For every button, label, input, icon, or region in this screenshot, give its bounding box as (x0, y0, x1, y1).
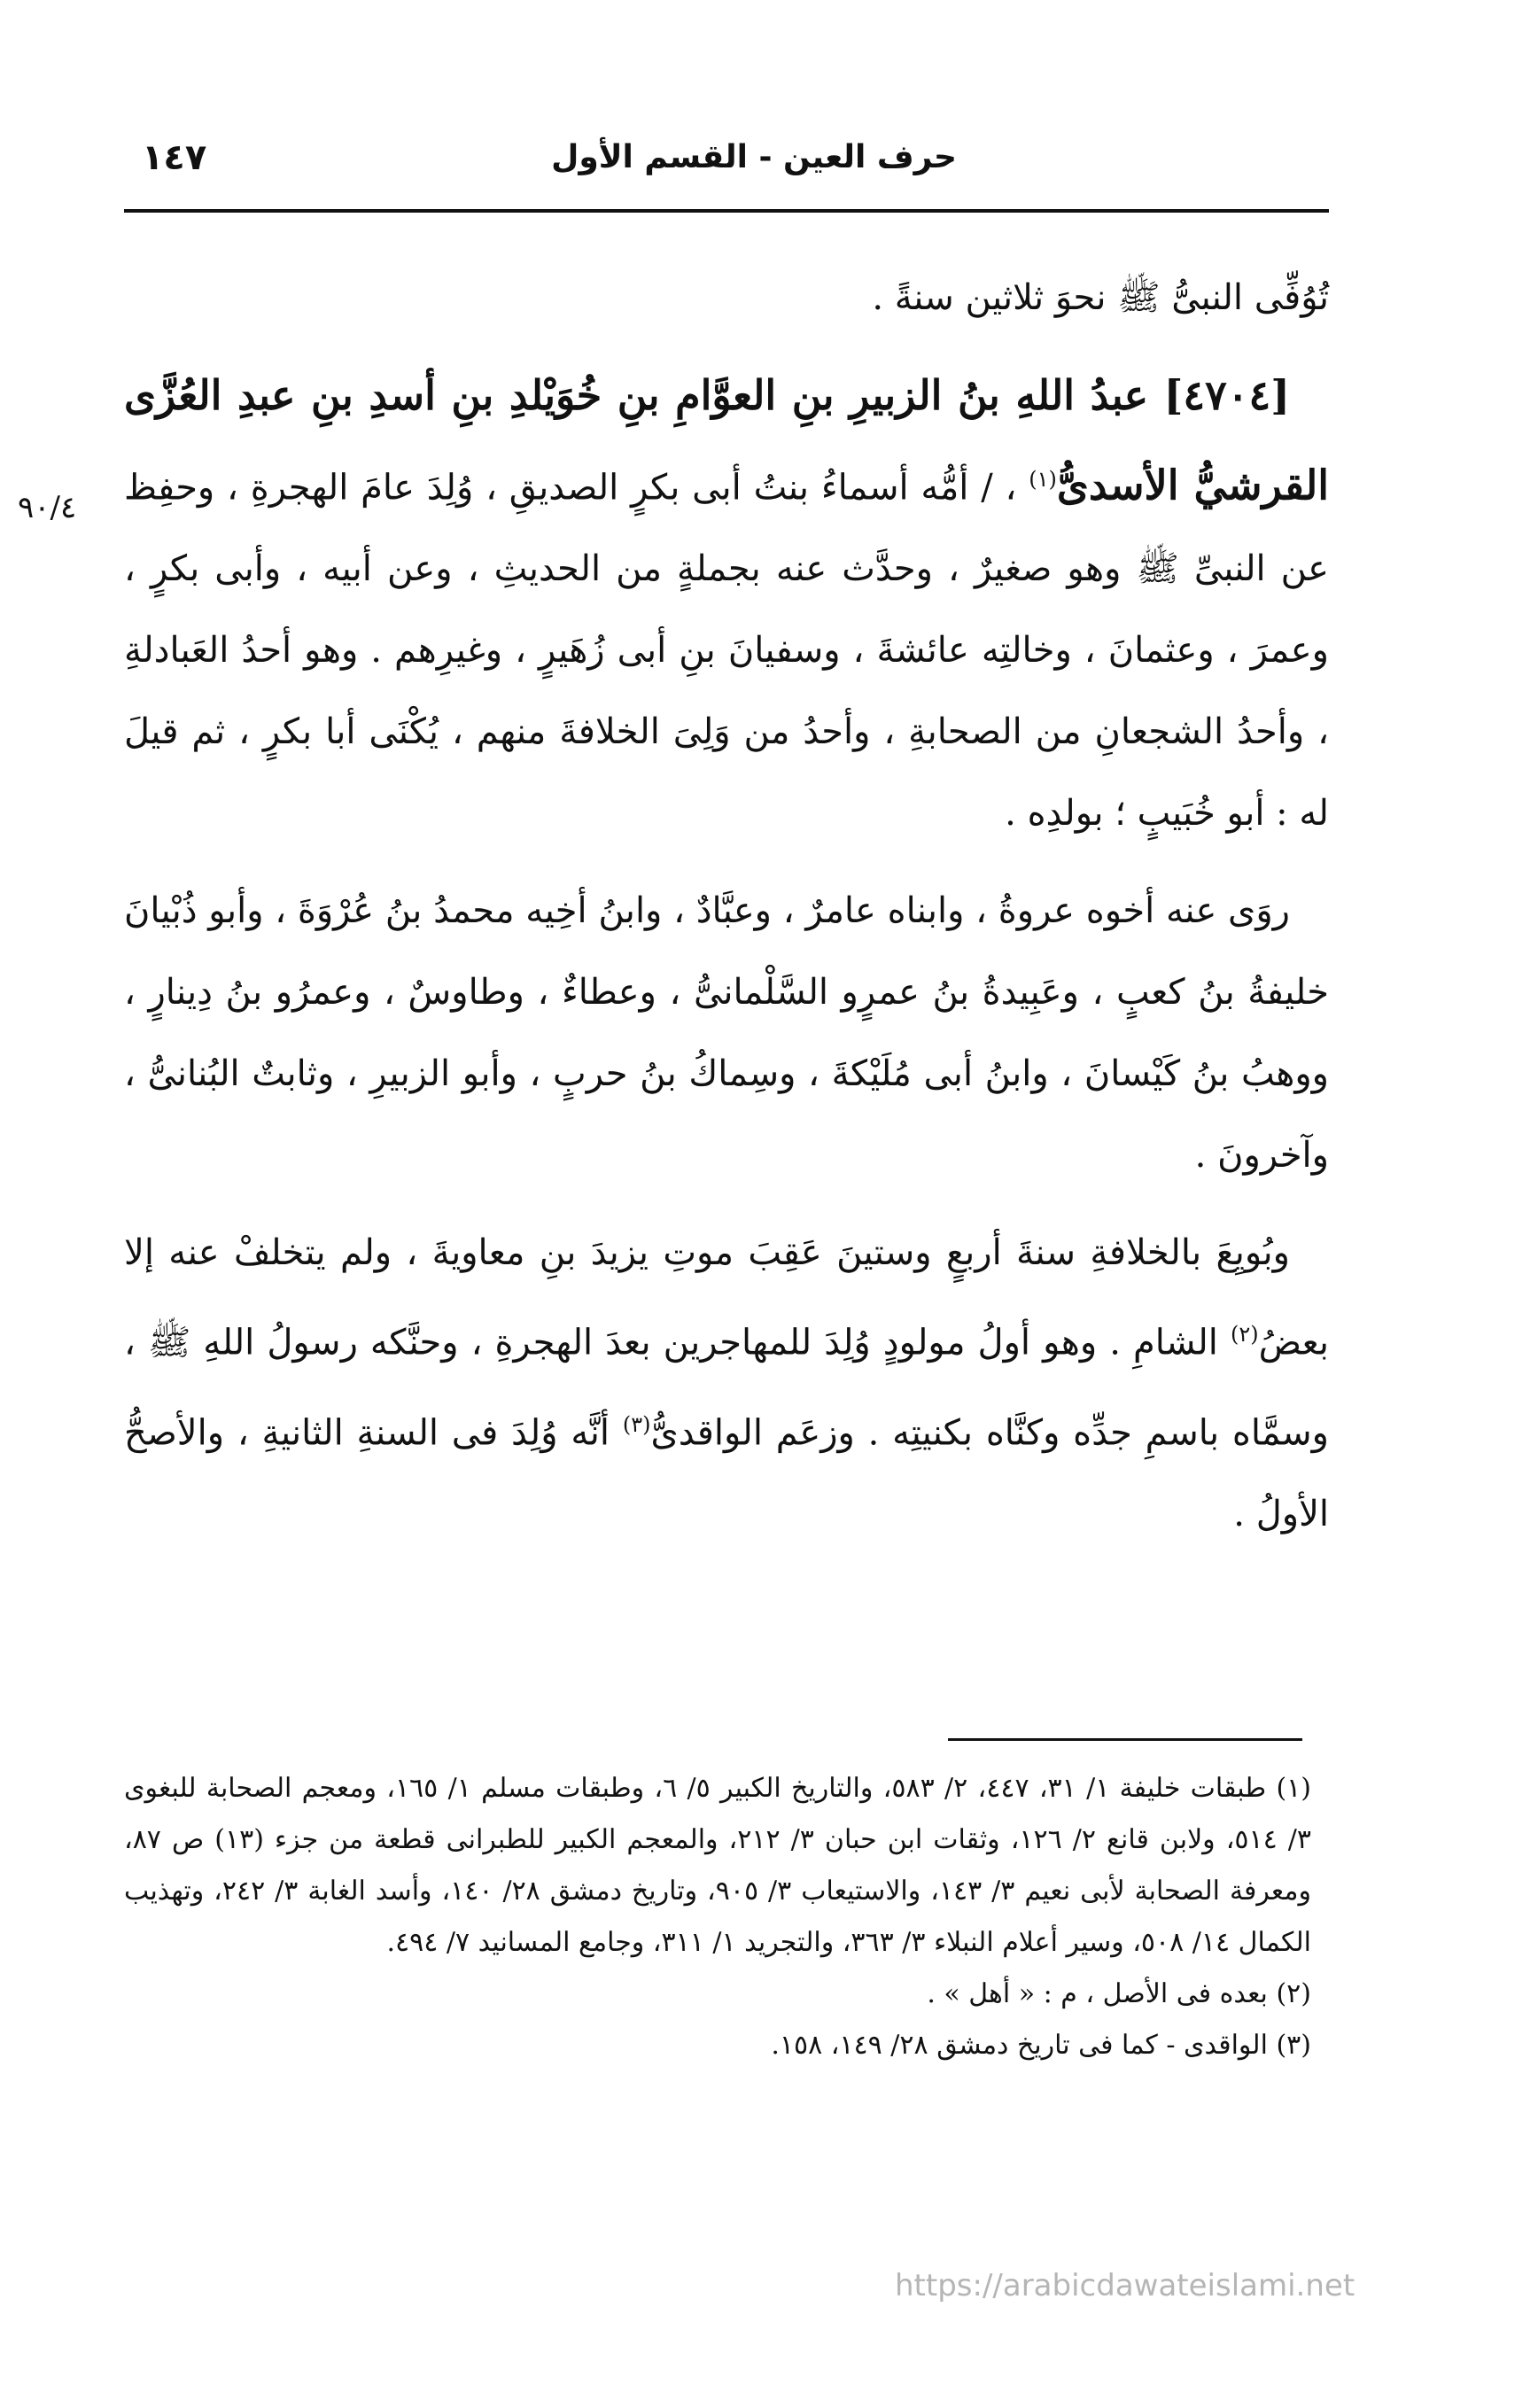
margin-reference: ٩٠/٤ (18, 490, 77, 525)
footnote-2: (٢) بعده فى الأصل ، م : « أهل » . (927, 1978, 1311, 2009)
header-rule (124, 209, 1329, 213)
paragraph-caliphate (124, 1212, 1329, 1555)
paragraph-narrators (124, 870, 1329, 1196)
footnote-separator (948, 1738, 1302, 1741)
footnote-1: (١) طبقات خليفة ١/ ٣١، ٤٤٧، ٢/ ٥٨٣، والتاريخ الكبير ٥/ ٦، وطبقات مسلم ١/ ١٦٥، ومعجم الصحابة للبغوى ٣/ ٥١٤، ولابن قانع ٢/ ١٢٦، وثقات ابن حبان ٣/ ٢١٢، والمعجم الكبير للطبرانى قطعة من جزء (١٣) ص ٨٧، ومعرفة الصحابة لأبى نعيم ٣/ ١٤٣، والاستيعاب ٣/ ٩٠٥، وتاريخ دمشق ٢٨/ ١٤٠، وأسد الغابة ٣/ ٢٤٢، وتهذيب الكمال ١٤/ ٥٠٨، وسير أعلام النبلاء ٣/ ٣٦٣، والتجريد ١/ ٣١١، وجامع المسانيد ٧/ ٤٩٤. (124, 1773, 1312, 1958)
intro-line: تُوُفِّى النبىُّ ﷺ نحوَ ثلاثين سنةً . (872, 277, 1329, 318)
page-header (124, 131, 1329, 193)
entry-heading: [٤٧٠٤] عبدُ اللهِ بنُ الزبيرِ بنِ العوَّامِ بنِ خُوَيْلدِ بنِ أسدِ بنِ عبدِ العُزَّى القرشيُّ الأسدىُّ (124, 371, 1329, 509)
watermark-url: https://arabicdawateislami.net (895, 2268, 1355, 2303)
running-title: حرف العين - القسم الأول (551, 139, 957, 175)
paragraph-entry (124, 354, 1329, 854)
caliphate-text-c: أنَّه وُلِدَ فى السنةِ الثانيةِ ، والأصحُّ الأولُ . (124, 1411, 1329, 1534)
page-number: ١٤٧ (142, 137, 207, 178)
entry-text: ، / أمُّه أسماءُ بنتُ أبى بكرٍ الصديقِ ، وُلِدَ عامَ الهجرةِ ، وحفِظ عن النبىِّ ﷺ وهو صغيرٌ ، وحدَّث عنه بجملةٍ من الحديثِ ، وعن أبيه ، وأبى بكرٍ ، وعمرَ ، وعثمانَ ، وخالتِه عائشةَ ، وسفيانَ بنِ أبى زُهَيرٍ ، وغيرِهم . وهو أحدُ العَبادلةِ ، وأحدُ الشجعانِ من الصحابةِ ، وأحدُ من وَلِىَ الخلافةَ منهم ، يُكْنَى أبا بكرٍ ، ثم قيلَ له : أبو خُبَيبٍ ؛ بولدِه . (124, 467, 1329, 835)
footnote-3: (٣) الواقدى - كما فى تاريخ دمشق ٢٨/ ١٤٩، ١٥٨. (771, 2030, 1311, 2061)
main-text (124, 257, 1329, 1571)
paragraph-intro (124, 257, 1329, 338)
footnotes (124, 1763, 1311, 2071)
footnote-mark-2: (٢) (1230, 1322, 1259, 1348)
caliphate-text-a: وبُويِعَ بالخلافةِ سنةَ أربعٍ وستينَ عَقِبَ موتِ يزيدَ بنِ معاويةَ ، ولم يتخلفْ عنه إلا بعضُ (124, 1232, 1330, 1363)
caliphate-text-b: الشامِ . وهو أولُ مولودٍ وُلِدَ للمهاجرين بعدَ الهجرةِ ، وحنَّكه رسولُ اللهِ ﷺ ، وسمَّاه باسمِ جدِّه وكنَّاه بكنيتِه . وزعَم الواقدىُّ (124, 1322, 1329, 1453)
footnote-mark-1: (١) (1029, 467, 1057, 492)
footnote-mark-3: (٣) (622, 1411, 651, 1437)
narrators-text: روَى عنه أخوه عروةُ ، وابناه عامرٌ ، وعبَّادٌ ، وابنُ أخِيه محمدُ بنُ عُرْوَةَ ، وأبو ذُبْيانَ خليفةُ بنُ كعبٍ ، وعَبِيدةُ بنُ عمرٍو السَّلْمانىُّ ، وعطاءٌ ، وطاوسٌ ، وعمرُو بنُ دِينارٍ ، ووهبُ بنُ كَيْسانَ ، وابنُ أبى مُلَيْكةَ ، وسِماكُ بنُ حربٍ ، وأبو الزبيرِ ، وثابتٌ البُنانىُّ ، وآخرونَ . (124, 890, 1330, 1177)
